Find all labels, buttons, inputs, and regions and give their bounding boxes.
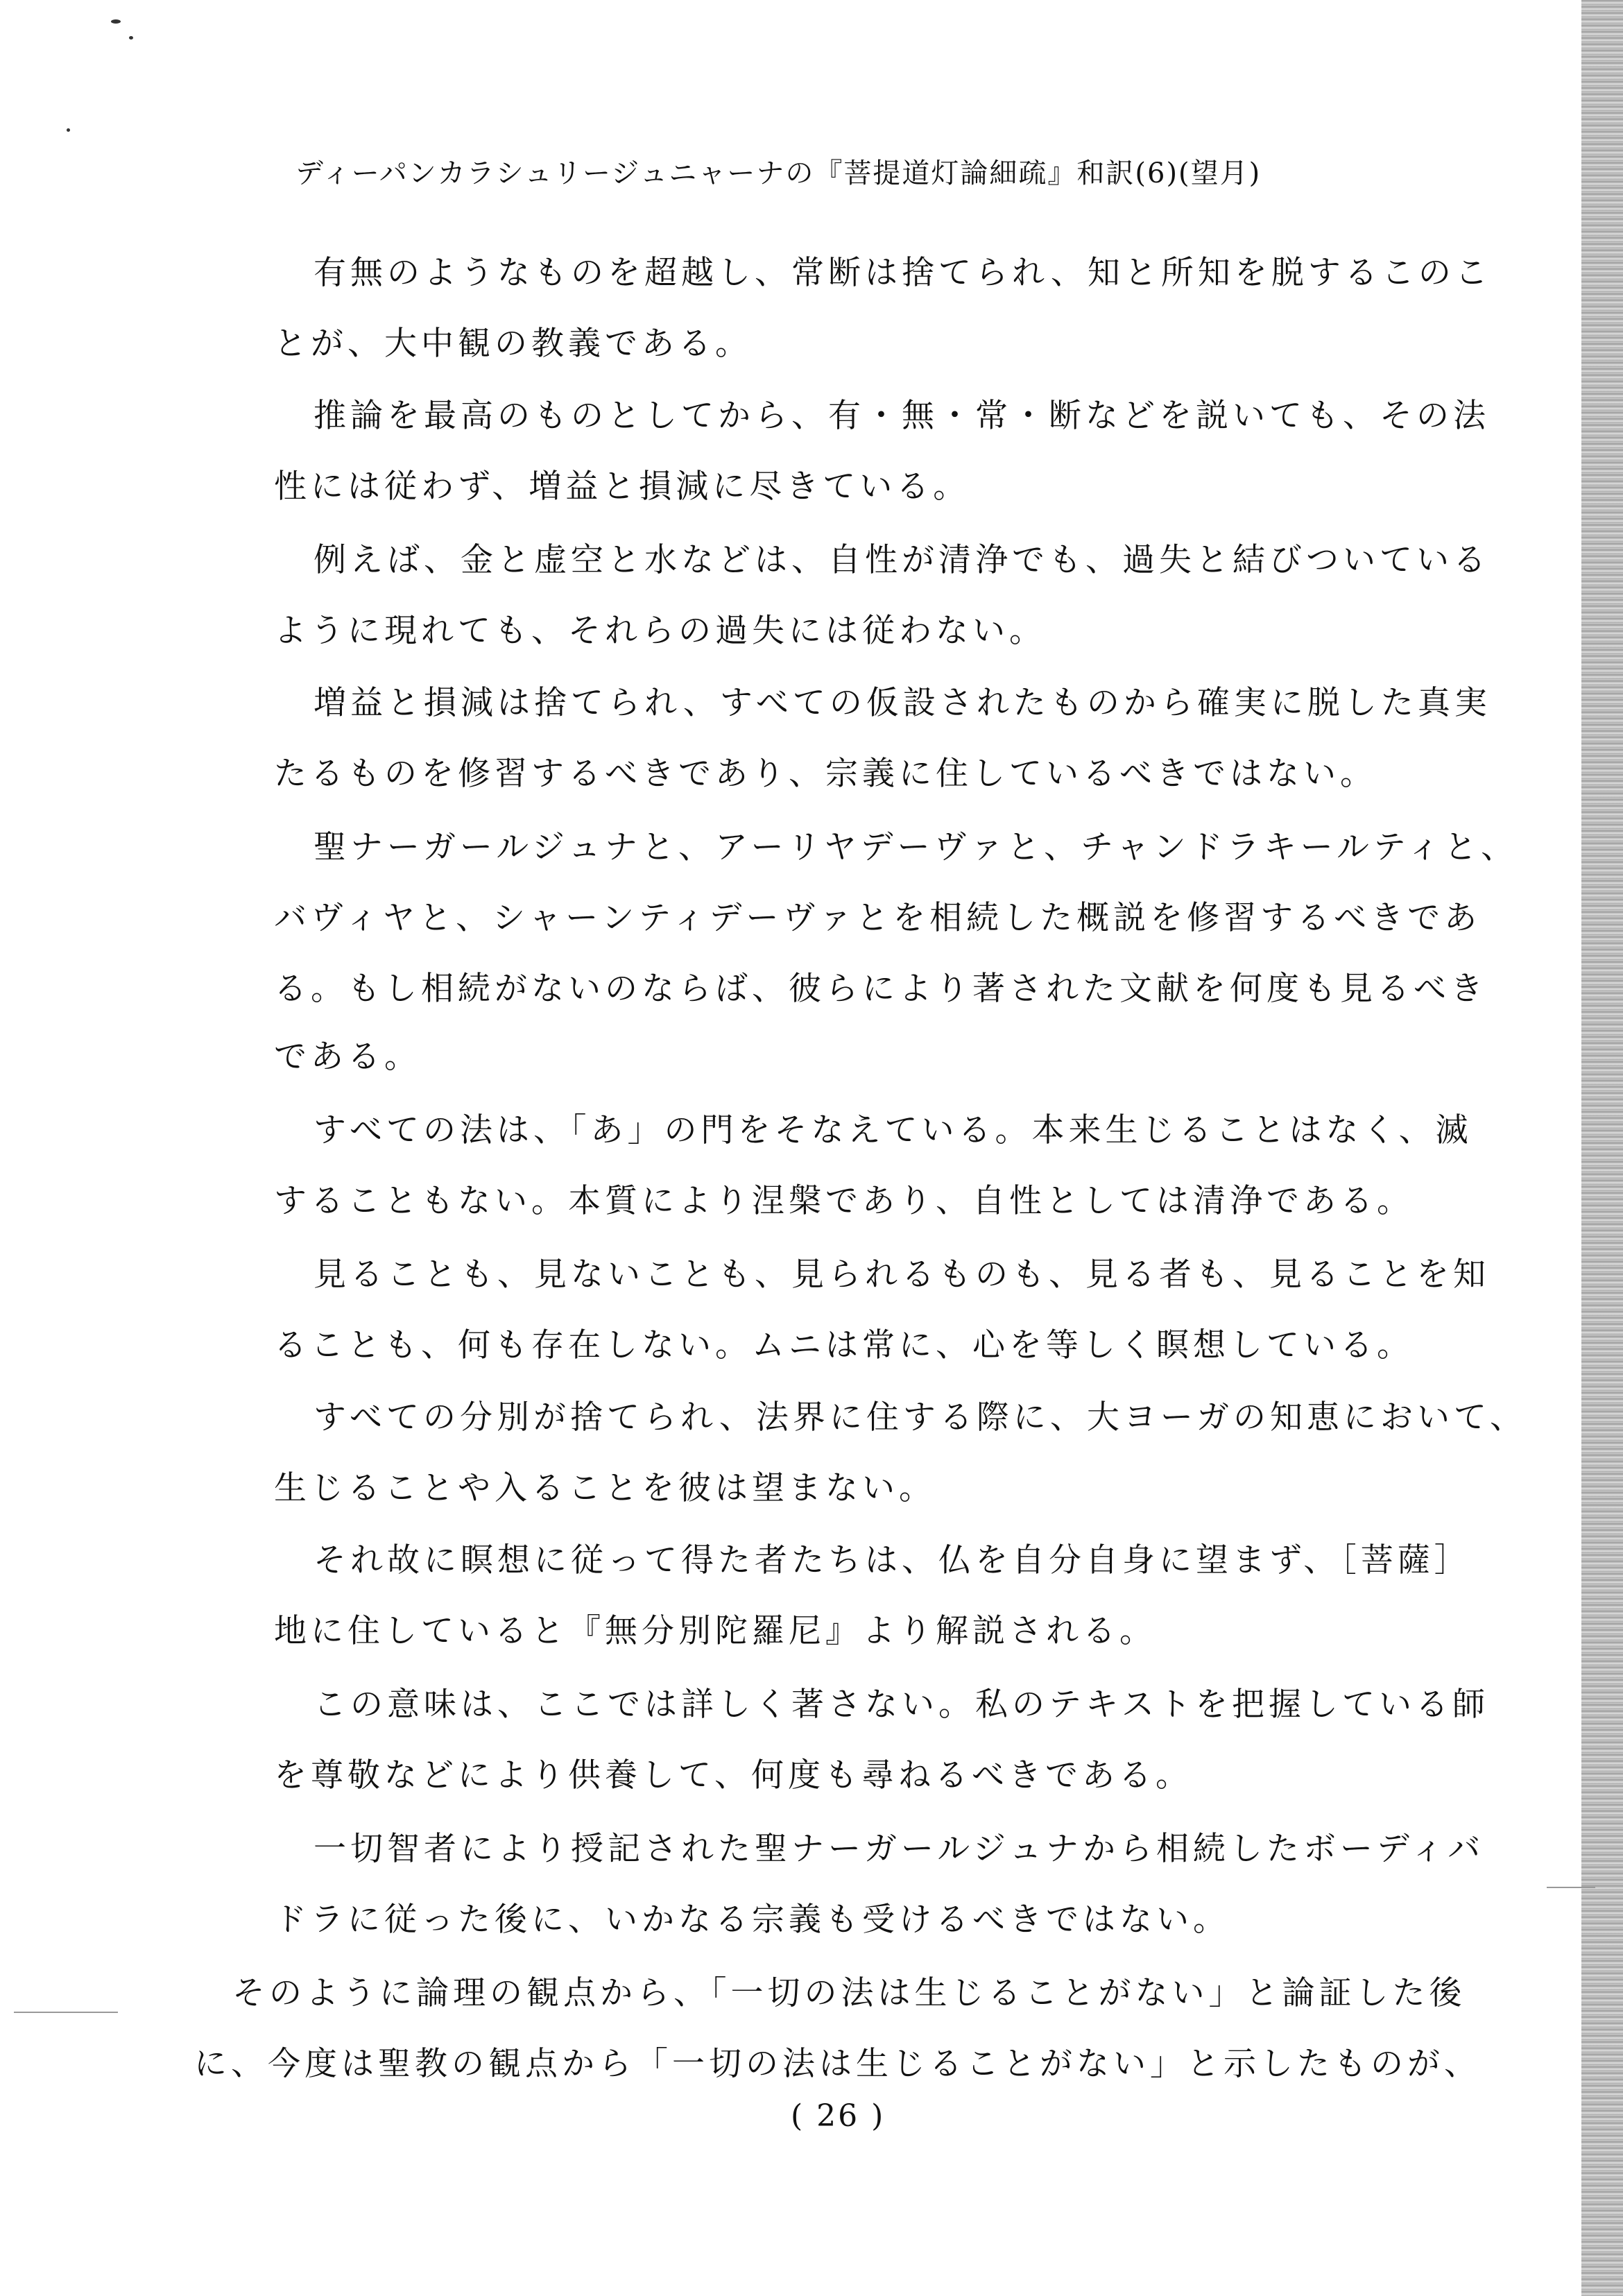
text-line: ように現れても、それらの過失には従わない。: [274, 612, 1046, 650]
text-line: することもない。本質により涅槃であり、自性としては清浄である。: [274, 1182, 1414, 1220]
page-number: ( 26 ): [791, 2098, 886, 2134]
text-line: ドラに従った後に、いかなる宗義も受けるべきではない。: [274, 1901, 1230, 1939]
text-line: とが、大中観の教義である。: [274, 325, 752, 363]
text-line: そのように論理の観点から、「一切の法は生じることがない」と論証した後: [232, 1974, 1466, 2012]
text-line: 性には従わず、増益と損減に尽きている。: [274, 468, 970, 506]
scan-speck: [129, 36, 133, 40]
text-line: 一切智者により授記された聖ナーガールジュナから相続したボーディバ: [314, 1830, 1485, 1868]
text-line: 有無のようなものを超越し、常断は捨てられ、知と所知を脱するこのこ: [314, 254, 1492, 292]
text-line: この意味は、ここでは詳しく著さない。私のテキストを把握している師: [314, 1686, 1490, 1724]
text-line: たるものを修習するべきであり、宗義に住しているべきではない。: [274, 755, 1377, 793]
text-line: それ故に瞑想に従って得た者たちは、仏を自分自身に望まず、［菩薩］: [314, 1541, 1471, 1579]
text-line: に、今度は聖教の観点から「一切の法は生じることがない」と示したものが、: [194, 2045, 1481, 2083]
text-line: すべての分別が捨てられ、法界に住する際に、大ヨーガの知恵において、: [314, 1398, 1527, 1437]
text-line: 増益と損減は捨てられ、すべての仮設されたものから確実に脱した真実: [314, 684, 1491, 722]
scan-edge: [1581, 0, 1623, 2296]
text-line: 例えば、金と虚空と水などは、自性が清浄でも、過失と結びついている: [314, 541, 1490, 579]
text-line: すべての法は、「あ」の門をそなえている。本来生じることはなく、滅: [314, 1111, 1472, 1149]
running-header: ディーパンカラシュリージュニャーナの『菩提道灯論細疏』和訳(6)(望月): [295, 157, 1262, 189]
scan-speck: [111, 19, 121, 24]
text-line: 生じることや入ることを彼は望まない。: [274, 1469, 936, 1507]
text-line: である。: [274, 1038, 421, 1076]
text-line: バヴィヤと、シャーンティデーヴァとを相続した概説を修習するべきであ: [274, 899, 1482, 937]
scan-speck: [1547, 1887, 1595, 1888]
text-line: 推論を最高のものとしてから、有・無・常・断などを説いても、その法: [314, 397, 1490, 435]
text-line: ることも、何も存在しない。ムニは常に、心を等しく瞑想している。: [274, 1326, 1414, 1364]
scan-speck: [14, 2012, 118, 2013]
scan-speck: [67, 128, 70, 132]
text-line: 聖ナーガールジュナと、アーリヤデーヴァと、チャンドラキールティと、: [314, 828, 1518, 866]
text-line: 見ることも、見ないことも、見られるものも、見る者も、見ることを知: [314, 1256, 1490, 1294]
text-line: を尊敬などにより供養して、何度も尋ねるべきである。: [274, 1756, 1193, 1794]
text-line: 地に住していると『無分別陀羅尼』より解説される。: [274, 1612, 1156, 1650]
text-line: る。もし相続がないのならば、彼らにより著された文献を何度も見るべき: [274, 970, 1487, 1008]
